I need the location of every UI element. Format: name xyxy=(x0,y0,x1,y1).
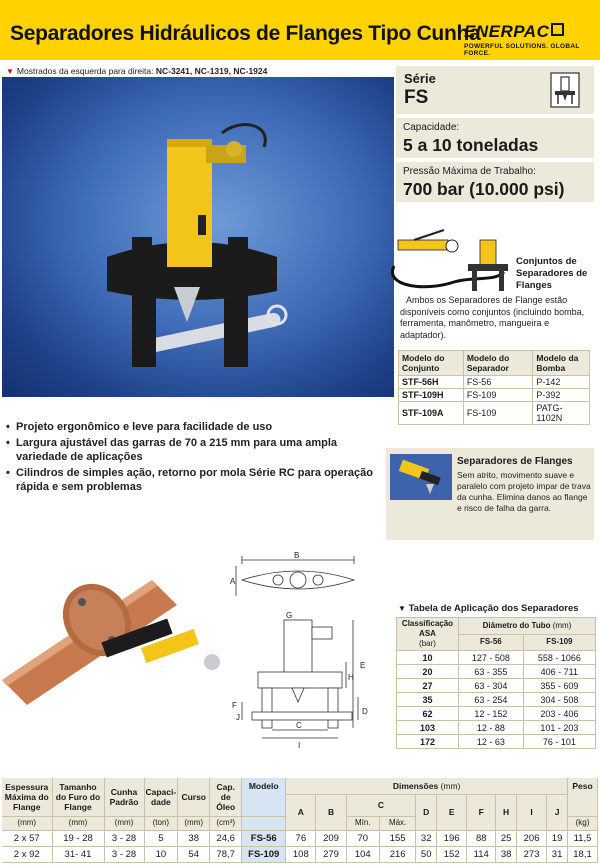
table-row xyxy=(399,389,590,402)
c-min: Mín. xyxy=(346,816,379,830)
unit-mm: (mm) xyxy=(52,816,104,830)
kit-cell: STF-109A xyxy=(399,402,464,425)
kit-header-conjunto: Modelo do Conjunto xyxy=(399,351,464,376)
header-dimensoes-unit: (mm) xyxy=(440,780,461,791)
header-dimensoes xyxy=(286,778,568,794)
dim-label-d: D xyxy=(362,707,368,716)
spec-cell: 25 xyxy=(496,830,517,846)
caption-models: NC-3241, NC-1319, NC-1924 xyxy=(155,66,268,76)
kit-table xyxy=(398,350,590,425)
pressure-value: 700 bar (10.000 psi) xyxy=(403,179,565,199)
header-dim-h: H xyxy=(496,794,517,830)
sets-description: Ambos os Separadores de Flange estão disponíveis como conjuntos (incluindo bomba, ferramenta, manômetro, mangueira e adaptador). xyxy=(400,295,585,340)
logo-tagline: POWERFUL SOLUTIONS. GLOBAL FORCE. xyxy=(464,43,580,57)
pipe-flange-illustration xyxy=(2,550,227,720)
table-row xyxy=(397,665,596,679)
dimension-drawing xyxy=(228,552,380,752)
header-tamanho: Tamanho do Furo do Flange xyxy=(52,778,104,816)
spreader-set-image xyxy=(384,226,514,296)
triangle-icon: ▼ xyxy=(398,604,406,613)
list-item: • Projeto ergonômico e leve para facilidade de uso xyxy=(6,420,386,434)
header-cunha: Cunha Padrão xyxy=(104,778,144,816)
spec-cell: 155 xyxy=(379,830,415,846)
spreader-info-description: Sem atrito, movimento suave e paralelo com projeto impar de trava da cunha. Elimina danos ao flange e risco de falha da garra. xyxy=(457,470,591,513)
header-dim-a: A xyxy=(286,794,316,830)
dim-label-i: I xyxy=(298,741,301,750)
c-max: Máx. xyxy=(379,816,415,830)
tool-type-icon xyxy=(550,72,580,108)
logo-box-icon xyxy=(551,23,564,36)
header-oleo: Cap. de Óleo xyxy=(210,778,242,816)
series-value: FS xyxy=(404,87,429,108)
unit-kg: (kg) xyxy=(568,816,598,830)
series-box xyxy=(396,66,594,114)
spec-cell: 19 - 28 xyxy=(52,830,104,846)
app-cell: 20 xyxy=(397,665,459,679)
spec-cell-model: FS-109 xyxy=(242,846,286,862)
table-row xyxy=(397,721,596,735)
header-peso: Peso xyxy=(568,778,598,816)
table-row xyxy=(397,693,596,707)
app-cell: 63 - 254 xyxy=(459,693,524,707)
spec-cell: 114 xyxy=(467,846,496,862)
app-cell: 12 - 88 xyxy=(459,721,524,735)
product-photo xyxy=(2,77,394,397)
header-dim-i: I xyxy=(516,794,546,830)
dim-label-h: H xyxy=(348,673,354,682)
flange-spreader-illustration xyxy=(2,77,394,397)
spec-cell: 38 xyxy=(178,830,210,846)
dim-label-e: E xyxy=(360,661,366,670)
spreader-info-box xyxy=(386,448,594,540)
specifications-table xyxy=(2,778,598,863)
header-curso: Curso xyxy=(178,778,210,816)
app-cell: 76 - 101 xyxy=(523,735,595,749)
application-title-text: Tabela de Aplicação dos Separadores xyxy=(408,603,579,614)
kit-cell: FS-56 xyxy=(463,376,533,389)
app-cell: 63 - 304 xyxy=(459,679,524,693)
spec-cell: 5 xyxy=(144,830,178,846)
unit-blank xyxy=(242,816,286,830)
page-title: Separadores Hidráulicos de Flanges Tipo Cunha xyxy=(10,22,481,45)
spec-cell: 2 x 92 xyxy=(2,846,52,862)
kit-cell: FS-109 xyxy=(463,402,533,425)
app-cell: 406 - 711 xyxy=(523,665,595,679)
kit-header-bomba: Modelo da Bomba xyxy=(533,351,590,376)
app-col1-unit: (bar) xyxy=(419,639,436,648)
sets-title-line-2: Separadores de xyxy=(516,268,588,279)
dim-label-g: G xyxy=(286,611,293,620)
sets-title-line-3: Flanges xyxy=(516,280,552,291)
spec-cell: 279 xyxy=(316,846,346,862)
unit-mm: (mm) xyxy=(2,816,52,830)
dim-label-j: J xyxy=(236,713,240,722)
pressure-box xyxy=(396,162,594,202)
table-row xyxy=(2,846,598,862)
spec-cell: 152 xyxy=(437,846,467,862)
dim-label-b: B xyxy=(294,552,300,560)
application-table-title xyxy=(398,603,579,614)
app-header-classification xyxy=(397,618,459,651)
table-row xyxy=(397,651,596,665)
enerpac-logo xyxy=(464,22,590,57)
sets-title-line-1: Conjuntos de xyxy=(516,256,577,267)
spec-cell: 54 xyxy=(178,846,210,862)
header-dim-d: D xyxy=(416,794,437,830)
header-espessura: Espessura Máxima do Flange xyxy=(2,778,52,816)
spec-cell: 196 xyxy=(437,830,467,846)
app-header-fs56: FS-56 xyxy=(459,634,524,651)
app-cell: 10 xyxy=(397,651,459,665)
header-modelo: Modelo xyxy=(242,778,286,816)
spec-cell: 216 xyxy=(379,846,415,862)
kit-cell: STF-109H xyxy=(399,389,464,402)
spec-cell: 76 xyxy=(286,830,316,846)
header-dimensoes-label: Dimensões xyxy=(392,780,439,791)
dim-label-f: F xyxy=(232,701,237,710)
spec-cell: 31- 41 xyxy=(52,846,104,862)
app-cell: 27 xyxy=(397,679,459,693)
app-group-label: Diâmetro do Tubo xyxy=(482,620,551,630)
app-cell: 101 - 203 xyxy=(523,721,595,735)
kit-cell: PATG-1102N xyxy=(533,402,590,425)
spec-cell-model: FS-56 xyxy=(242,830,286,846)
spec-cell: 206 xyxy=(516,830,546,846)
unit-mm: (mm) xyxy=(104,816,144,830)
header-dim-e: E xyxy=(437,794,467,830)
spec-cell: 10 xyxy=(144,846,178,862)
app-cell: 12 - 63 xyxy=(459,735,524,749)
capacity-value: 5 a 10 toneladas xyxy=(403,135,539,155)
logo-wordmark: ENERPAC xyxy=(464,22,550,41)
header-dim-j: J xyxy=(547,794,568,830)
header-dim-f: F xyxy=(467,794,496,830)
list-item: • Cilindros de simples ação, retorno por mola Série RC para operação rápida e sem problemas xyxy=(6,466,386,494)
app-cell: 103 xyxy=(397,721,459,735)
spreader-info-title: Separadores de Flanges xyxy=(457,456,573,467)
app-cell: 558 - 1066 xyxy=(523,651,595,665)
kit-header-separador: Modelo do Separador xyxy=(463,351,533,376)
kit-table-header xyxy=(399,351,590,376)
list-item: • Largura ajustável das garras de 70 a 215 mm para uma ampla variedade de aplicações xyxy=(6,436,386,464)
spec-cell: 70 xyxy=(346,830,379,846)
spec-cell: 50 xyxy=(416,846,437,862)
table-row xyxy=(397,735,596,749)
sets-title xyxy=(516,256,587,292)
unit-cm3: (cm³) xyxy=(210,816,242,830)
app-cell: 203 - 406 xyxy=(523,707,595,721)
dim-label-a: A xyxy=(230,577,236,586)
capacity-box xyxy=(396,118,594,158)
spec-cell: 18,1 xyxy=(568,846,598,862)
spec-cell: 11,5 xyxy=(568,830,598,846)
unit-mm: (mm) xyxy=(178,816,210,830)
app-header-diameter xyxy=(459,618,596,635)
kit-cell: P-142 xyxy=(533,376,590,389)
app-col1-label: Classificação ASA xyxy=(401,619,454,638)
spec-cell: 2 x 57 xyxy=(2,830,52,846)
capacity-label: Capacidade: xyxy=(403,122,460,133)
pressure-label: Pressão Máxima de Trabalho: xyxy=(403,166,536,177)
caption-prefix: Mostrados da esquerda para direita: xyxy=(16,66,154,76)
app-cell: 127 - 508 xyxy=(459,651,524,665)
kit-cell: FS-109 xyxy=(463,389,533,402)
spec-cell: 19 xyxy=(547,830,568,846)
app-cell: 63 - 355 xyxy=(459,665,524,679)
spec-cell: 24,6 xyxy=(210,830,242,846)
spec-cell: 31 xyxy=(547,846,568,862)
spec-cell: 209 xyxy=(316,830,346,846)
spec-cell: 88 xyxy=(467,830,496,846)
unit-ton: (ton) xyxy=(144,816,178,830)
spreader-photo xyxy=(390,454,452,500)
page-header xyxy=(0,0,600,60)
app-cell: 355 - 609 xyxy=(523,679,595,693)
dim-label-c: C xyxy=(296,721,302,730)
spec-cell: 32 xyxy=(416,830,437,846)
table-row xyxy=(399,376,590,389)
table-row xyxy=(397,707,596,721)
kit-cell: P-392 xyxy=(533,389,590,402)
app-cell: 304 - 508 xyxy=(523,693,595,707)
spec-cell: 78,7 xyxy=(210,846,242,862)
header-dim-b: B xyxy=(316,794,346,830)
kit-cell: STF-56H xyxy=(399,376,464,389)
photo-caption xyxy=(6,66,267,76)
app-cell: 35 xyxy=(397,693,459,707)
spec-cell: 3 - 28 xyxy=(104,830,144,846)
table-row xyxy=(399,402,590,425)
app-cell: 172 xyxy=(397,735,459,749)
header-dim-c: C xyxy=(346,794,416,816)
app-cell: 12 - 152 xyxy=(459,707,524,721)
app-group-unit: (mm) xyxy=(552,620,572,630)
table-row xyxy=(2,830,598,846)
feature-list xyxy=(6,420,386,496)
spec-cell: 104 xyxy=(346,846,379,862)
spec-cell: 3 - 28 xyxy=(104,846,144,862)
spec-cell: 273 xyxy=(516,846,546,862)
table-row xyxy=(397,679,596,693)
app-header-fs109: FS-109 xyxy=(523,634,595,651)
series-label: Série xyxy=(404,71,436,86)
header-capacidade: Capaci-dade xyxy=(144,778,178,816)
application-table xyxy=(396,617,596,749)
triangle-icon: ▼ xyxy=(6,67,14,76)
spec-cell: 38 xyxy=(496,846,517,862)
spec-cell: 108 xyxy=(286,846,316,862)
app-cell: 62 xyxy=(397,707,459,721)
